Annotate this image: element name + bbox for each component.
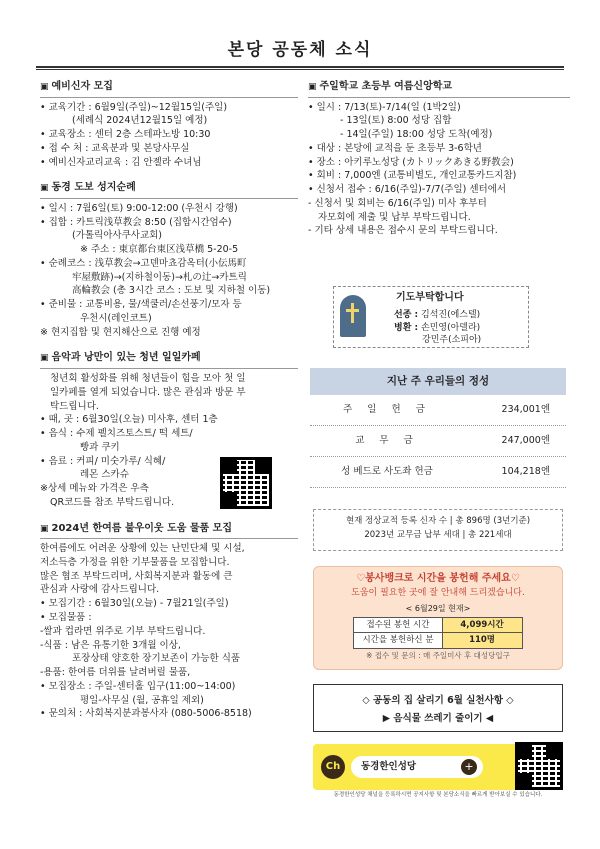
prayer-request-box xyxy=(333,286,529,348)
volunteer-title: ♡봉사뱅크로 시간을 봉헌해 주세요♡ xyxy=(356,573,520,584)
table-row: 교 무 금 247,000엔 xyxy=(310,426,566,457)
right-column xyxy=(308,78,570,248)
pilgrimage-section xyxy=(40,179,298,339)
volunteer-bank-box xyxy=(313,566,563,670)
text-line: - 14일(주일) 18:00 성당 도착(예정) xyxy=(340,129,493,141)
volunteer-table xyxy=(353,617,522,649)
text-line: • 문의처 : 사회복지분과봉사자 (080-5006-8518) xyxy=(40,708,252,720)
text-line: 2023년 교무금 납부 세대 | 총 221세대 xyxy=(364,529,512,540)
text-line: ※ 주소 : 東京都台東区浅草橋 5-20-5 xyxy=(80,244,239,256)
catechumen-section xyxy=(40,78,298,169)
square-bullet-icon: ▣ xyxy=(308,82,317,92)
parish-stats-box xyxy=(313,509,563,551)
text-line: • 준비물 : 교통비용, 물/색쿨러/손선풍기/모자 등 xyxy=(40,299,242,311)
text-line: 빵과 쿠키 xyxy=(80,441,120,453)
text-line: 한여름에도 어려운 상황에 있는 난민단체 및 시설, xyxy=(40,543,245,555)
practice-item: ▶ 음식물 쓰레기 줄이기 ◀ xyxy=(382,713,494,725)
table-row: 시간을 봉헌하신 분 110명 xyxy=(354,633,522,648)
text-line: 포장상태 양호한 장기보존이 가능한 식품 xyxy=(72,653,241,665)
text-line: ※상세 메뉴와 가격은 우측 xyxy=(40,483,149,495)
text-line: • 교육기간 : 6월9일(주일)~12월15일(주일) xyxy=(40,101,228,113)
square-bullet-icon: ▣ xyxy=(40,82,49,92)
text-line: • 순례코스 : 浅草教会→고덴마쵸감옥터(小伝馬町 xyxy=(40,257,247,269)
table-row: 접수된 봉헌 시간 4,099시간 xyxy=(354,618,522,633)
prayer-sick-2: 강민주(소피아) xyxy=(422,335,482,345)
section-title: ▣ 음악과 낭만이 있는 청년 일일카페 xyxy=(40,349,298,369)
text-line: • 신청서 접수 : 6/16(주일)-7/7(주일) 센터에서 xyxy=(308,184,507,196)
text-line: 우천시(레인코트) xyxy=(80,312,152,324)
volunteer-subtitle: 도움이 필요한 곳에 잘 안내해 드리겠습니다. xyxy=(351,587,525,598)
text-line: • 모집기간 : 6월30일(오늘) - 7월21일(주일) xyxy=(40,598,229,610)
prayer-sick: 병환 : 손민영(아델라) xyxy=(394,323,481,333)
text-line: -용품: 한여름 더위를 날려버릴 물품, xyxy=(40,667,191,679)
cafe-section xyxy=(40,349,298,509)
title-rule-thin xyxy=(36,69,564,70)
text-line: 현재 정상교적 등록 신자 수 | 총 896명 (3년기준) xyxy=(345,516,531,526)
summer-camp-section xyxy=(308,78,570,238)
text-line: (세례식 2024년12월15일 예정) xyxy=(72,115,208,127)
table-row: 성 베드로 사도좌 헌금 104,218엔 xyxy=(310,457,566,488)
channel-logo-icon: Ch xyxy=(321,755,345,779)
text-line: • 때, 곳 : 6월30일(오늘) 미사후, 센터 1층 xyxy=(40,414,218,426)
text-line: • 교육장소 : 센터 2층 스테파노방 10:30 xyxy=(40,129,211,141)
section-title: ▣ 예비신자 모집 xyxy=(40,78,298,98)
text-line: 평일-사무실 (월, 공휴일 제외) xyxy=(80,694,204,706)
text-line: 高輪教会 (총 3시간 코스 : 도보 및 지하철 이동) xyxy=(72,285,271,297)
text-line: • 일시 : 7월6일(토) 9:00-12:00 (우천시 강행) xyxy=(40,202,238,214)
text-line: • 집합 : 카트릭浅草教会 8:50 (집합시간엄수) xyxy=(40,216,232,228)
prayer-deceased: 선종 : 김석진(에스텔) xyxy=(394,310,481,320)
table-row: 주 일 헌 금 234,001엔 xyxy=(310,395,566,426)
text-line: 일카페를 열게 되었습니다. 많은 관심과 방문 부 xyxy=(50,386,246,398)
text-line: ※ 현지집합 및 현지해산으로 진행 예정 xyxy=(40,326,201,338)
practice-title: ◇ 공동의 집 살리기 6월 실천사항 ◇ xyxy=(362,695,514,706)
kakao-channel-banner[interactable] xyxy=(313,744,563,790)
volunteer-note: ※ 접수 및 문의 : 매 주일미사 후 대성당입구 xyxy=(366,650,510,660)
text-line: • 일시 : 7/13(토)-7/14(일 (1박2일) xyxy=(308,101,461,113)
text-line: • 회비 : 7,000엔 (교통비별도, 개인교통카드지참) xyxy=(308,170,517,182)
left-column xyxy=(40,78,298,731)
square-bullet-icon: ▣ xyxy=(40,523,49,534)
text-line: • 장소 : 아키루노성당 (カトリックあきる野教会) xyxy=(308,156,514,168)
cafe-qr-code[interactable] xyxy=(220,457,272,509)
text-line: • 접 수 처 : 교육분과 및 본당사무실 xyxy=(40,142,190,154)
page-title: 본당 공동체 소식 xyxy=(227,40,373,60)
text-line: - 기타 상세 내용은 접수시 문의 부탁드립니다. xyxy=(308,225,498,237)
channel-name: 동경한인성당 xyxy=(351,756,483,778)
text-line: • 모집장소 : 주일-센터홀 입구(11:00~14:00) xyxy=(40,680,236,692)
square-bullet-icon: ▣ xyxy=(40,183,49,194)
offering-table xyxy=(310,368,566,488)
prayer-title: 기도부탁합니다 xyxy=(396,292,464,303)
donation-section xyxy=(40,520,298,721)
text-line: • 예비신자교리교육 : 김 안젤라 수녀님 xyxy=(40,156,202,168)
text-line: • 음식 : 수제 펠치즈토스트/ 떡 세트/ xyxy=(40,428,193,440)
text-line: 탁드립니다. xyxy=(50,400,99,412)
text-line: - 신청서 및 회비는 6/16(주일) 미사 후부터 xyxy=(308,197,487,209)
text-line: 牢屋敷跡)→(지하철이동)→札の辻→카트릭 xyxy=(72,271,247,283)
text-line: QR코드를 참조 부탁드립니다. xyxy=(50,496,175,508)
text-line: -쌀과 컵라면 위주로 기부 부탁드립니다. xyxy=(40,625,206,637)
text-line: 저소득층 가정을 위한 기부물품을 모집합니다. xyxy=(40,556,230,568)
stained-glass-cross-icon xyxy=(340,295,366,337)
square-bullet-icon: ▣ xyxy=(40,353,49,364)
text-line: (가톨릭아사쿠사교회) xyxy=(72,230,163,242)
text-line: 청년회 활성화를 위해 청년들이 힘을 모아 첫 일 xyxy=(50,372,246,384)
text-line: 자모회에 제출 및 납부 부탁드립니다. xyxy=(318,211,471,223)
offering-title: 지난 주 우리들의 정성 xyxy=(310,368,566,395)
channel-note: 동경한인성당 채널을 등록하시면 공지사항 및 본당소식을 빠르게 받아보실 수 있습니다. xyxy=(333,792,543,798)
text-line: • 모집물품 : xyxy=(40,611,92,623)
volunteer-date: < 6월29일 현재> xyxy=(405,603,471,613)
text-line: 레몬 스카슈 xyxy=(80,469,129,481)
section-title: ▣ 동경 도보 성지순례 xyxy=(40,179,298,199)
channel-qr-code[interactable] xyxy=(515,742,563,790)
text-line: - 13일(토) 8:00 성당 집합 xyxy=(340,115,452,127)
add-channel-button[interactable]: + xyxy=(461,759,477,775)
text-line: -식품 : 남은 유통기한 3개월 이상, xyxy=(40,639,181,651)
practice-box xyxy=(313,684,563,732)
section-title: ▣ 2024년 한여름 불우이웃 도움 물품 모집 xyxy=(40,520,298,540)
text-line: 많은 협조 부탁드리며, 사회복지분과 활동에 큰 xyxy=(40,570,233,582)
text-line: • 음료 : 커피/ 미숫가루/ 식혜/ xyxy=(40,455,166,467)
section-title: ▣ 주일학교 초등부 여름신앙학교 xyxy=(308,78,570,98)
text-line: • 대상 : 본당에 교적을 둔 초등부 3-6학년 xyxy=(308,142,482,154)
title-rule xyxy=(36,66,564,68)
text-line: 관심과 사랑에 감사드립니다. xyxy=(40,584,160,596)
